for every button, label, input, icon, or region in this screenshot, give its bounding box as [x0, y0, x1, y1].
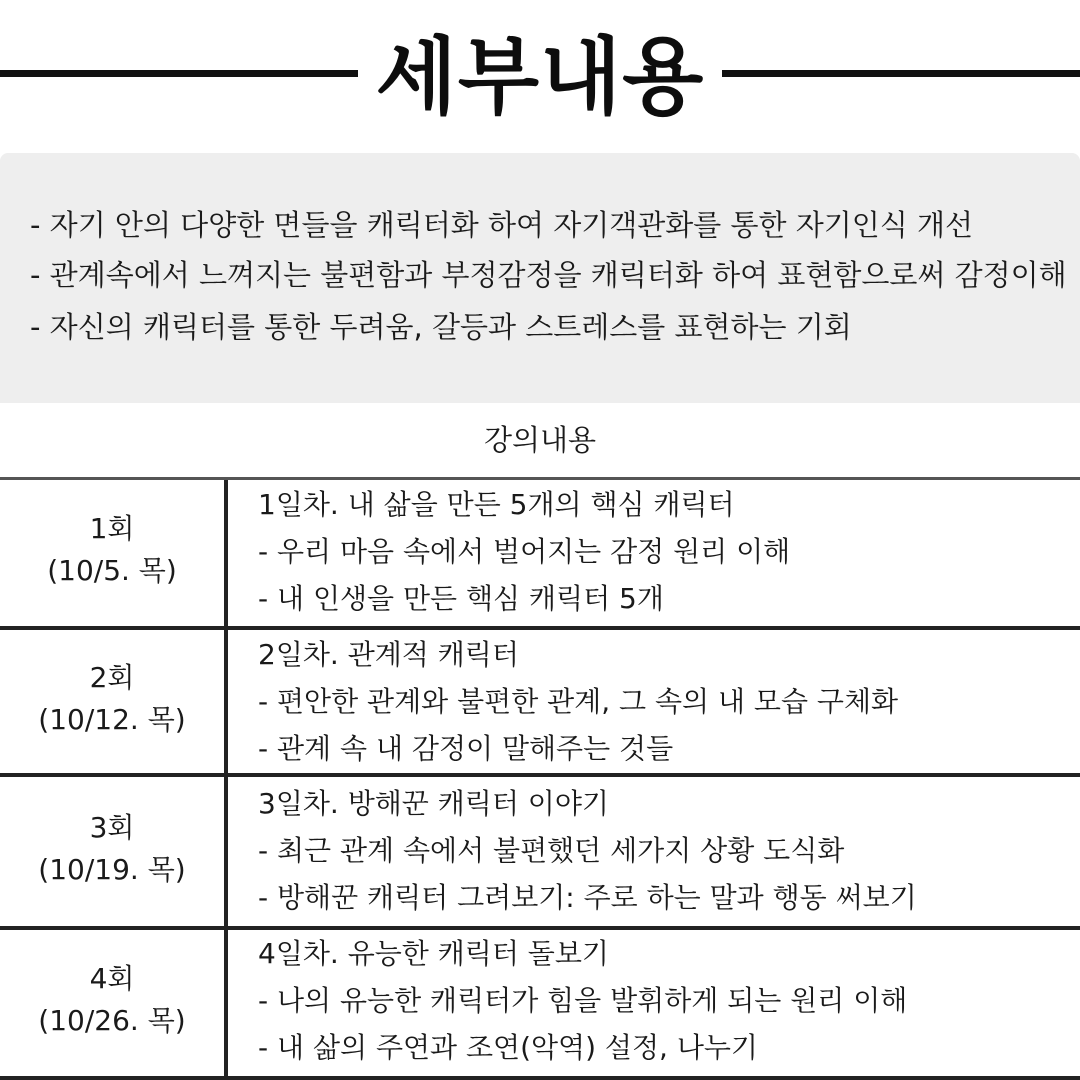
- table-row-divider: [0, 626, 1080, 630]
- title-right-rule: [722, 70, 1080, 77]
- session-cell: [0, 807, 224, 891]
- summary-box: [0, 153, 1080, 403]
- session-heading: 1일차. 내 삶을 만든 5개의 핵심 캐릭터: [258, 488, 735, 521]
- table-row-divider: [0, 773, 1080, 777]
- session-item: - 편안한 관계와 불편한 관계, 그 속의 내 모습 구체화: [258, 685, 899, 718]
- session-number: 4회: [89, 962, 135, 995]
- section-title: 강의내용: [483, 423, 597, 457]
- session-date: (10/19. 목): [38, 853, 186, 886]
- content-cell: [258, 631, 1068, 772]
- summary-line-2: - 관계속에서 느껴지는 불편함과 부정감정을 캐릭터화 하여 표현함으로써 감정이해: [30, 258, 1067, 292]
- session-number: 3회: [89, 811, 135, 844]
- session-number: 1회: [89, 512, 135, 545]
- summary-line-1: - 자기 안의 다양한 면들을 캐릭터화 하여 자기객관화를 통한 자기인식 개선: [30, 208, 974, 242]
- session-item: - 우리 마음 속에서 벌어지는 감정 원리 이해: [258, 535, 791, 568]
- session-cell: [0, 508, 224, 592]
- session-heading: 3일차. 방해꾼 캐릭터 이야기: [258, 787, 609, 820]
- session-heading: 2일차. 관계적 캐릭터: [258, 638, 519, 671]
- summary-line-3: - 자신의 캐릭터를 통한 두려움, 갈등과 스트레스를 표현하는 기회: [30, 310, 852, 344]
- session-date: (10/5. 목): [47, 554, 177, 587]
- table-top-border: [0, 477, 1080, 480]
- session-number: 2회: [89, 661, 135, 694]
- session-date: (10/26. 목): [38, 1004, 186, 1037]
- session-item: - 내 삶의 주연과 조연(악역) 설정, 나누기: [258, 1031, 758, 1064]
- session-cell: [0, 657, 224, 741]
- session-item: - 내 인생을 만든 핵심 캐릭터 5개: [258, 582, 664, 615]
- session-date: (10/12. 목): [38, 703, 186, 736]
- content-cell: [258, 481, 1068, 622]
- table-column-divider: [224, 480, 228, 1080]
- session-item: - 나의 유능한 캐릭터가 힘을 발휘하게 되는 원리 이해: [258, 984, 908, 1017]
- session-item: - 최근 관계 속에서 불편했던 세가지 상황 도식화: [258, 834, 845, 867]
- content-cell: [258, 780, 1068, 921]
- page-title: 세부내용: [375, 28, 705, 126]
- session-cell: [0, 958, 224, 1042]
- content-cell: [258, 930, 1068, 1071]
- title-row: [0, 0, 1080, 150]
- session-item: - 관계 속 내 감정이 말해주는 것들: [258, 732, 674, 765]
- title-left-rule: [0, 70, 358, 77]
- table-bottom-border: [0, 1076, 1080, 1080]
- session-heading: 4일차. 유능한 캐릭터 돌보기: [258, 937, 609, 970]
- session-item: - 방해꾼 캐릭터 그려보기: 주로 하는 말과 행동 써보기: [258, 881, 917, 914]
